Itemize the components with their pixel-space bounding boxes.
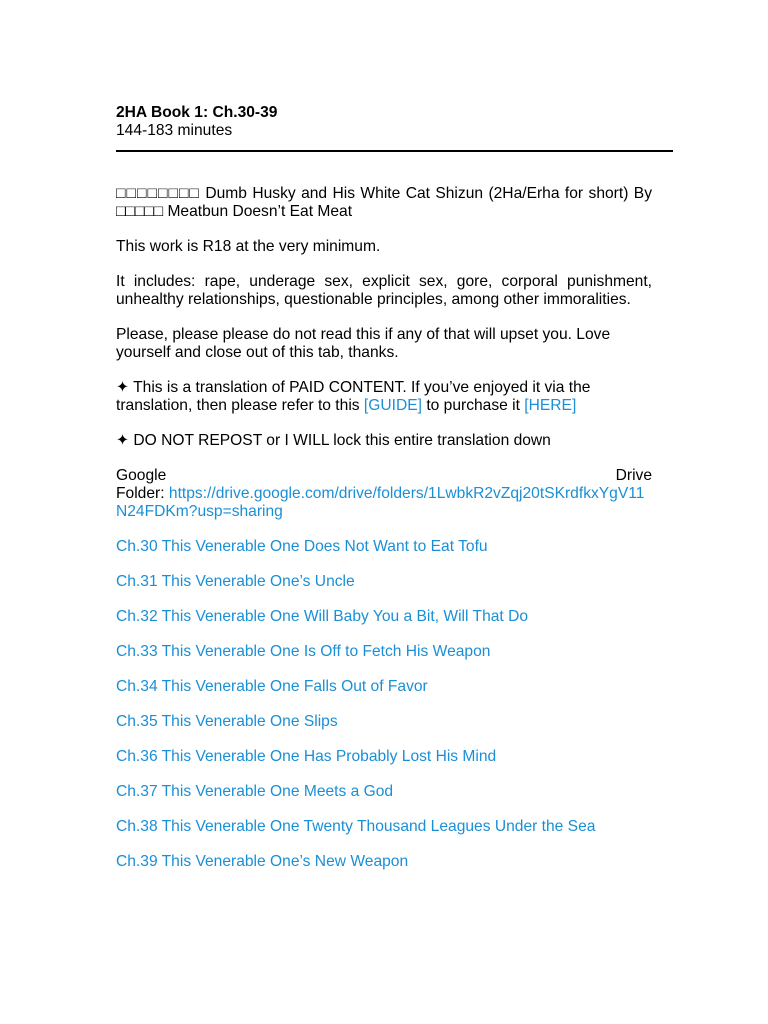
intro-paragraph (116, 185, 652, 221)
drive-folder-block (116, 467, 652, 521)
en-author: Meatbun Doesn’t Eat Meat (167, 203, 353, 220)
chapter-link-35[interactable]: Ch.35 This Venerable One Slips (116, 713, 338, 730)
drive-word-folder: Folder: (116, 485, 165, 502)
horizontal-divider (116, 150, 673, 152)
chapter-link-37[interactable]: Ch.37 This Venerable One Meets a God (116, 783, 394, 800)
star-icon: ✦ (116, 379, 130, 396)
drive-folder-link[interactable]: https://drive.google.com/drive/folders/1LwbkR2vZqj20tSKrdfkxYgV11N24FDKm?usp=sharing (116, 485, 645, 520)
chapter-link-38[interactable]: Ch.38 This Venerable One Twenty Thousand Leagues Under the Sea (116, 818, 596, 835)
paid-mid-text: to purchase it (426, 397, 520, 414)
paid-content-notice (116, 379, 652, 415)
chapter-link-32[interactable]: Ch.32 This Venerable One Will Baby You a Bit, Will That Do (116, 608, 529, 625)
paid-text: This is a translation of PAID CONTENT. If you’ve enjoyed it via the translation, then please refer to this (116, 379, 591, 414)
cn-title: □□□□□□□□ (116, 185, 200, 202)
drive-word-google: Google (116, 467, 167, 484)
en-title: Dumb Husky and His White Cat Shizun (2Ha/Erha for short) By (205, 185, 652, 202)
chapter-link-33[interactable]: Ch.33 This Venerable One Is Off to Fetch His Weapon (116, 643, 491, 660)
chapter-link-34[interactable]: Ch.34 This Venerable One Falls Out of Favor (116, 678, 428, 695)
content-warning: It includes: rape, underage sex, explicit sex, gore, corporal punishment, unhealthy relationships, questionable principles, among other immoralities. (116, 273, 652, 308)
drive-word-drive: Drive (615, 467, 652, 484)
guide-link[interactable]: [GUIDE] (363, 397, 422, 414)
chapter-list (116, 538, 652, 871)
chapter-link-39[interactable]: Ch.39 This Venerable One’s New Weapon (116, 853, 409, 870)
cn-author: □□□□□ (116, 203, 164, 220)
drive-label-row (116, 467, 652, 485)
star-icon: ✦ (116, 432, 130, 449)
document-page (116, 104, 652, 888)
repost-notice (116, 432, 652, 450)
drive-url-line (116, 485, 652, 521)
chapter-link-36[interactable]: Ch.36 This Venerable One Has Probably Lost His Mind (116, 748, 497, 765)
reading-duration: 144-183 minutes (116, 122, 233, 139)
document-title: 2HA Book 1: Ch.30-39 (116, 104, 278, 121)
repost-text: DO NOT REPOST or I WILL lock this entire translation down (133, 432, 551, 449)
here-link[interactable]: [HERE] (524, 397, 577, 414)
chapter-link-31[interactable]: Ch.31 This Venerable One’s Uncle (116, 573, 355, 590)
rating-warning: This work is R18 at the very minimum. (116, 238, 381, 255)
chapter-link-30[interactable]: Ch.30 This Venerable One Does Not Want to Eat Tofu (116, 538, 488, 555)
plea-paragraph: Please, please please do not read this if any of that will upset you. Love yourself and close out of this tab, thanks. (116, 326, 611, 361)
